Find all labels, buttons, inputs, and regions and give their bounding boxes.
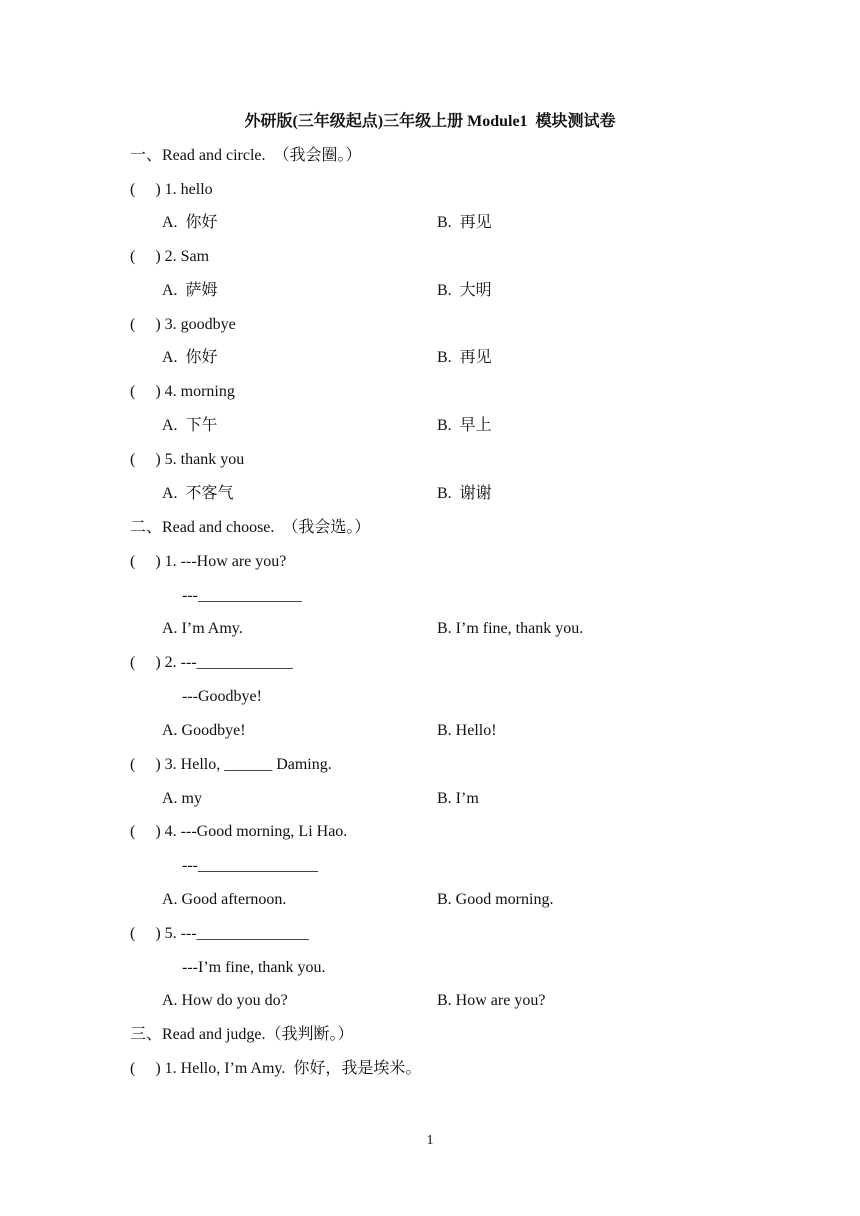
question-1-3: ( ) 3. goodbye [130,316,236,333]
section-heading-3: 三、Read and judge.（我判断。） [130,1026,354,1043]
option-a: A. How do you do? [162,992,288,1009]
section-heading-1: 一、Read and circle. （我会圈。） [130,147,362,164]
option-a: A. 你好 [162,349,218,366]
option-a: A. Good afternoon. [162,891,287,908]
option-a: A. 你好 [162,214,218,231]
question-1-5: ( ) 5. thank you [130,451,245,468]
option-a: A. 不客气 [162,485,234,502]
option-b: B. 大明 [437,282,492,299]
question-2-5: ( ) 5. ---______________ [130,925,309,942]
question-1-4: ( ) 4. morning [130,383,235,400]
page-title: 外研版(三年级起点)三年级上册 Module1 模块测试卷 [244,113,616,130]
question-2-4: ( ) 4. ---Good morning, Li Hao. [130,823,348,840]
question-3-1: ( ) 1. Hello, I’m Amy. 你好，我是埃米。 [130,1060,422,1077]
option-a: A. my [162,790,202,807]
option-a: A. I’m Amy. [162,620,243,637]
option-a: A. 下午 [162,417,218,434]
question-2-1: ( ) 1. ---How are you? [130,553,287,570]
question-1-1: ( ) 1. hello [130,181,213,198]
option-b: B. 再见 [437,349,492,366]
option-b: B. 早上 [437,417,492,434]
option-a: A. Goodbye! [162,722,246,739]
option-a: A. 萨姆 [162,282,218,299]
question-2-2: ( ) 2. ---____________ [130,654,293,671]
option-b: B. I’m fine, thank you. [437,620,584,637]
page-number: 1 [426,1133,434,1148]
answer-line: ---_____________ [182,587,302,604]
dialogue-line: ---I’m fine, thank you. [182,959,326,976]
option-b: B. Good morning. [437,891,554,908]
option-b: B. How are you? [437,992,546,1009]
dialogue-line: ---Goodbye! [182,688,262,705]
option-b: B. 谢谢 [437,485,492,502]
option-b: B. 再见 [437,214,492,231]
question-2-3: ( ) 3. Hello, ______ Daming. [130,756,332,773]
question-1-2: ( ) 2. Sam [130,248,210,265]
section-heading-2: 二、Read and choose. （我会选。） [130,519,371,536]
answer-line: ---_______________ [182,857,318,874]
option-b: B. I’m [437,790,479,807]
option-b: B. Hello! [437,722,497,739]
